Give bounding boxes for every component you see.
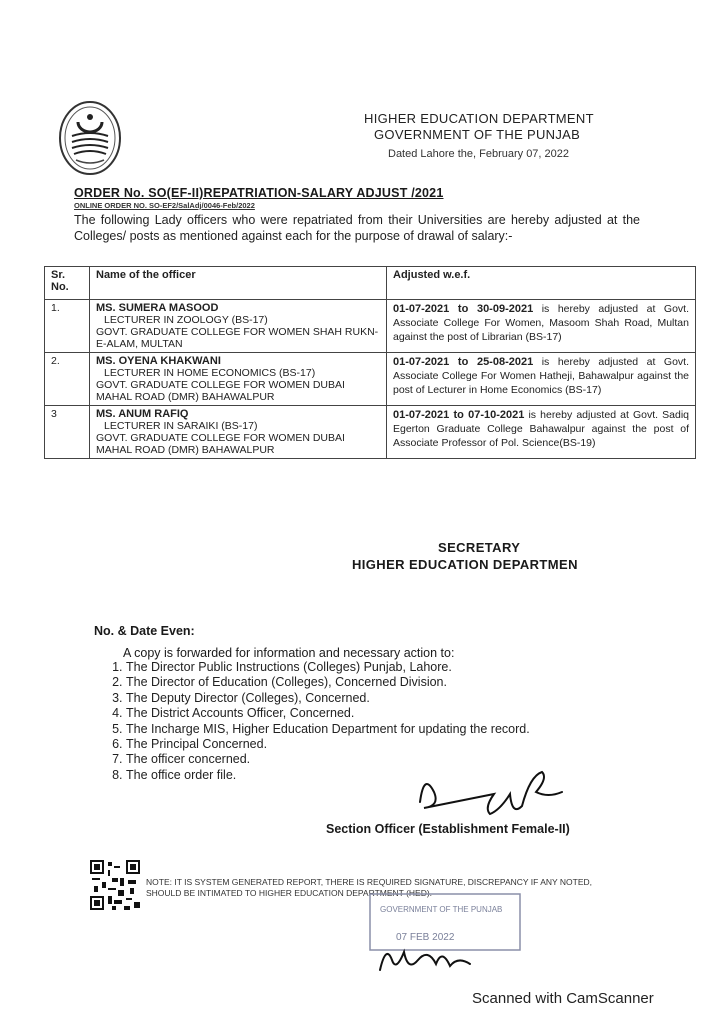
adjustment-cell <box>387 353 696 406</box>
officer-name: MS. OYENA KHAKWANI <box>96 355 221 367</box>
sr-cell: 3 <box>45 406 90 459</box>
header-sr-no: Sr. No. <box>45 267 90 300</box>
adjustment-cell <box>387 300 696 353</box>
punjab-government-logo <box>58 100 122 176</box>
distribution-intro: A copy is forwarded for information and necessary action to: <box>123 646 455 660</box>
sr-cell: 1. <box>45 300 90 353</box>
officer-name: MS. ANUM RAFIQ <box>96 408 189 420</box>
adjustment-text: is hereby adjusted at Govt. Associate College For Women, Masoom Shah Road, Multan against the post of Librarian (BS-17) <box>393 303 689 343</box>
secretary-title: SECRETARY <box>438 540 521 555</box>
adjustment-period: 01-07-2021 to 30-09-2021 <box>393 303 534 315</box>
list-item: 3. The Deputy Director (Colleges), Concerned. <box>126 691 530 706</box>
officer-cell <box>90 353 387 406</box>
adjustment-cell <box>387 406 696 459</box>
officer-post: LECTURER IN SARAIKI (BS-17) <box>104 420 258 432</box>
office-stamp <box>366 892 526 984</box>
signatory-designation: Section Officer (Establishment Female-II) <box>326 822 570 836</box>
officer-post: LECTURER IN ZOOLOGY (BS-17) <box>104 314 268 326</box>
header-officer-name: Name of the officer <box>90 267 387 300</box>
officer-name: MS. SUMERA MASOOD <box>96 302 219 314</box>
adjustment-period: 01-07-2021 to 25-08-2021 <box>393 356 534 368</box>
list-item: 1. The Director Public Instructions (Colleges) Punjab, Lahore. <box>126 660 530 675</box>
list-item: 8. The office order file. <box>126 768 530 783</box>
order-intro: The following Lady officers who were repatriated from their Universities are hereby adjusted at the Colleges/ posts as mentioned against each for the purpose of drawal of salary:- <box>74 213 640 243</box>
officer-post: LECTURER IN HOME ECONOMICS (BS-17) <box>104 367 316 379</box>
department-name: HIGHER EDUCATION DEPARTMENT <box>364 111 594 126</box>
header-adjusted: Adjusted w.e.f. <box>387 267 696 300</box>
table-header-row <box>45 267 696 300</box>
officer-college: GOVT. GRADUATE COLLEGE FOR WOMEN DUBAI MAHAL ROAD (DMR) BAHAWALPUR <box>96 379 345 403</box>
adjustment-period: 01-07-2021 to 07-10-2021 <box>393 409 525 421</box>
adjustment-text: is hereby adjusted at Govt. Associate College For Women Hatheji, Bahawalpur against the post of Lecturer in Home Economics (BS-17) <box>393 356 689 396</box>
government-name: GOVERNMENT OF THE PUNJAB <box>374 127 581 142</box>
list-item: 2. The Director of Education (Colleges), Concerned Division. <box>126 675 530 690</box>
order-title: ORDER No. SO(EF-II)REPATRIATION-SALARY ADJUST /2021 <box>74 186 444 200</box>
camscanner-watermark: Scanned with CamScanner <box>472 990 654 1007</box>
table-row <box>45 300 696 353</box>
officer-college: GOVT. GRADUATE COLLEGE FOR WOMEN SHAH RUKN-E-ALAM, MULTAN <box>96 326 379 350</box>
qr-code-icon <box>90 860 140 910</box>
online-order-number: ONLINE ORDER NO. SO-EF2/SalAdj/0046-Feb/2022 <box>74 201 255 210</box>
stamp-date: 07 FEB 2022 <box>396 932 455 943</box>
dated-line: Dated Lahore the, February 07, 2022 <box>388 148 570 160</box>
table-row <box>45 406 696 459</box>
secretary-department: HIGHER EDUCATION DEPARTMEN <box>352 557 578 572</box>
list-item: 6. The Principal Concerned. <box>126 737 530 752</box>
list-item: 4. The District Accounts Officer, Concerned. <box>126 706 530 721</box>
officer-cell <box>90 300 387 353</box>
officer-college: GOVT. GRADUATE COLLEGE FOR WOMEN DUBAI MAHAL ROAD (DMR) BAHAWALPUR <box>96 432 345 456</box>
officers-table <box>44 266 696 459</box>
distribution-heading: No. & Date Even: <box>94 624 195 638</box>
officer-cell <box>90 406 387 459</box>
adjustment-text: is hereby adjusted at Govt. Sadiq Egerton Graduate College Bahawalpur against the post of Associate Professor of Pol. Science(BS-19) <box>393 409 689 449</box>
system-note-line2: SHOULD BE INTIMATED TO HIGHER EDUCATION DEPARTMENT (HED). <box>146 888 433 898</box>
list-item: 7. The officer concerned. <box>126 752 530 767</box>
list-item: 5. The Incharge MIS, Higher Education Department for updating the record. <box>126 722 530 737</box>
system-note-line1: NOTE: IT IS SYSTEM GENERATED REPORT, THERE IS REQUIRED SIGNATURE, DISCREPANCY IF ANY NOTED, <box>146 877 593 887</box>
sr-cell: 2. <box>45 353 90 406</box>
table-row <box>45 353 696 406</box>
stamp-government: GOVERNMENT OF THE PUNJAB <box>380 905 503 914</box>
